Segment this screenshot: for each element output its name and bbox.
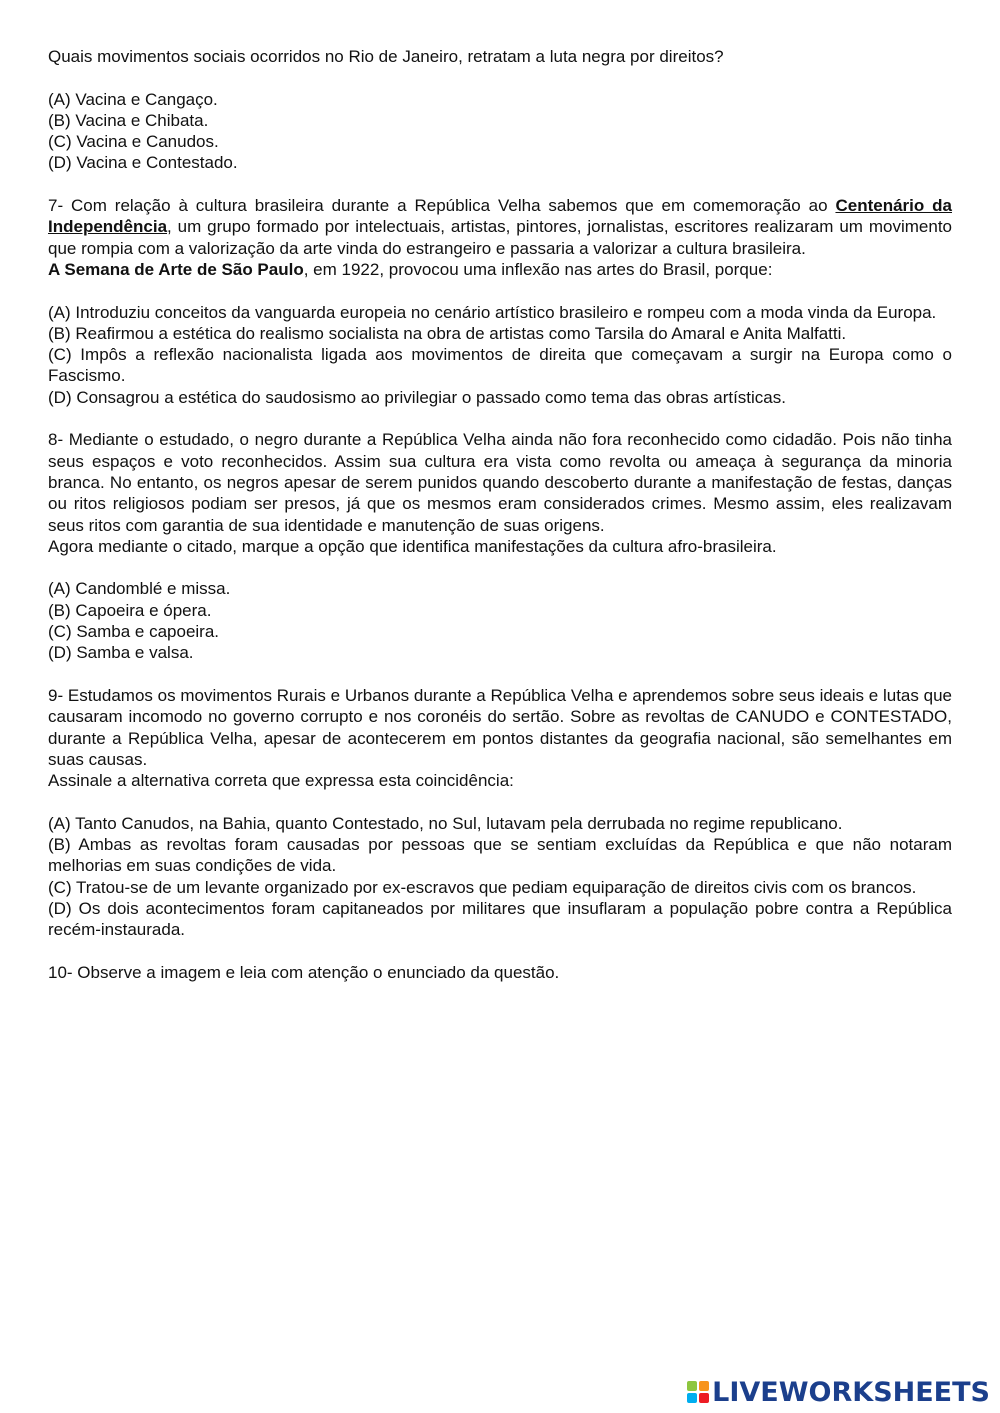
question-9-option-b: (B) Ambas as revoltas foram causadas por pessoas que se sentiam excluídas da República e que não notaram melhorias em suas condições de vida. bbox=[48, 834, 952, 876]
question-7-option-b: (B) Reafirmou a estética do realismo socialista na obra de artistas como Tarsila do Amaral e Anita Malfatti. bbox=[48, 323, 847, 343]
question-8-option-d: (D) Samba e valsa. bbox=[48, 643, 194, 663]
question-7-intro-rest: , um grupo formado por intelectuais, artistas, pintores, jornalistas, escritores realizaram um movimento que rompia com a valorização da arte vinda do estrangeiro e passaria a valorizar a cultura brasileira. bbox=[48, 217, 952, 258]
question-8-option-a: (A) Candomblé e missa. bbox=[48, 579, 231, 599]
logo-tile-orange bbox=[699, 1381, 709, 1391]
question-7-question-text: , em 1922, provocou uma inflexão nas artes do Brasil, porque: bbox=[303, 259, 773, 279]
question-7-option-a: (A) Introduziu conceitos da vanguarda europeia no cenário artístico brasileiro e rompeu com a moda vinda da Europa. bbox=[48, 302, 937, 322]
question-9-paragraph-2: Assinale a alternativa correta que expressa esta coincidência: bbox=[48, 771, 514, 791]
question-7-intro-text: 7- Com relação à cultura brasileira durante a República Velha sabemos que em comemoração ao bbox=[48, 196, 836, 216]
question-9-option-a: (A) Tanto Canudos, na Bahia, quanto Contestado, no Sul, lutavam pela derrubada no regime republicano. bbox=[48, 813, 843, 833]
question-10-stem: 10- Observe a imagem e leia com atenção o enunciado da questão. bbox=[48, 962, 560, 982]
logo-tile-blue bbox=[687, 1393, 697, 1403]
question-8-paragraph-1: 8- Mediante o estudado, o negro durante a República Velha ainda não fora reconhecido como cidadão. Pois não tinha seus espaços e voto reconhecidos. Assim sua cultura era vista como revolta ou ameaça à segurança da minoria branca. No entanto, os negros apesar de serem punidos quando descoberto durante a manifestação de festas, danças ou ritos religiosos podiam ser presos, já que os mesmos eram considerados crimes. Mesmo assim, eles realizavam seus ritos com garantia de sua identidade e manutenção de suas origens. bbox=[48, 430, 952, 535]
question-8-option-b: (B) Capoeira e ópera. bbox=[48, 600, 212, 620]
question-6-option-d: (D) Vacina e Contestado. bbox=[48, 153, 238, 173]
question-7-option-d: (D) Consagrou a estética do saudosismo ao privilegiar o passado como tema das obras artísticas. bbox=[48, 387, 786, 407]
question-9-paragraph-1: 9- Estudamos os movimentos Rurais e Urbanos durante a República Velha e aprendemos sobre seus ideais e lutas que causaram incomodo no governo corrupto e nos coronéis do sertão. Sobre as revoltas de CANUDO e CONTESTADO, durante a República Velha, apesar de acontecerem em pontos distantes da geografia nacional, são semelhantes em suas causas. bbox=[48, 685, 952, 769]
worksheet-page bbox=[48, 46, 952, 983]
question-7-option-c: (C) Impôs a reflexão nacionalista ligada aos movimentos de direita que começavam a surgir na Europa como o Fascismo. bbox=[48, 345, 952, 386]
semana-de-arte-highlight: A Semana de Arte de São Paulo bbox=[48, 259, 304, 279]
liveworksheets-brand: LIVEWORKSHEETS bbox=[712, 1376, 990, 1408]
question-6-option-c: (C) Vacina e Canudos. bbox=[48, 132, 219, 152]
question-6-option-a: (A) Vacina e Cangaço. bbox=[48, 89, 218, 109]
liveworksheets-logo-icon bbox=[687, 1381, 709, 1403]
question-6-stem: Quais movimentos sociais ocorridos no Rio de Janeiro, retratam a luta negra por direitos? bbox=[48, 47, 724, 66]
question-8-paragraph-2: Agora mediante o citado, marque a opção que identifica manifestações da cultura afro-brasileira. bbox=[48, 536, 777, 556]
question-8-option-c: (C) Samba e capoeira. bbox=[48, 622, 220, 642]
liveworksheets-footer bbox=[687, 1377, 990, 1407]
question-6-option-b: (B) Vacina e Chibata. bbox=[48, 110, 209, 130]
question-9-option-d: (D) Os dois acontecimentos foram capitaneados por militares que insuflaram a população pobre contra a República recém-instaurada. bbox=[48, 898, 952, 940]
question-7-paragraph-2 bbox=[48, 259, 952, 280]
centenario-highlight: Centenário da Independência bbox=[48, 196, 952, 237]
logo-tile-red bbox=[699, 1393, 709, 1403]
logo-tile-green bbox=[687, 1381, 697, 1391]
question-7-paragraph-1 bbox=[48, 195, 952, 259]
question-9-option-c: (C) Tratou-se de um levante organizado por ex-escravos que pediam equiparação de direitos civis com os brancos. bbox=[48, 877, 917, 897]
